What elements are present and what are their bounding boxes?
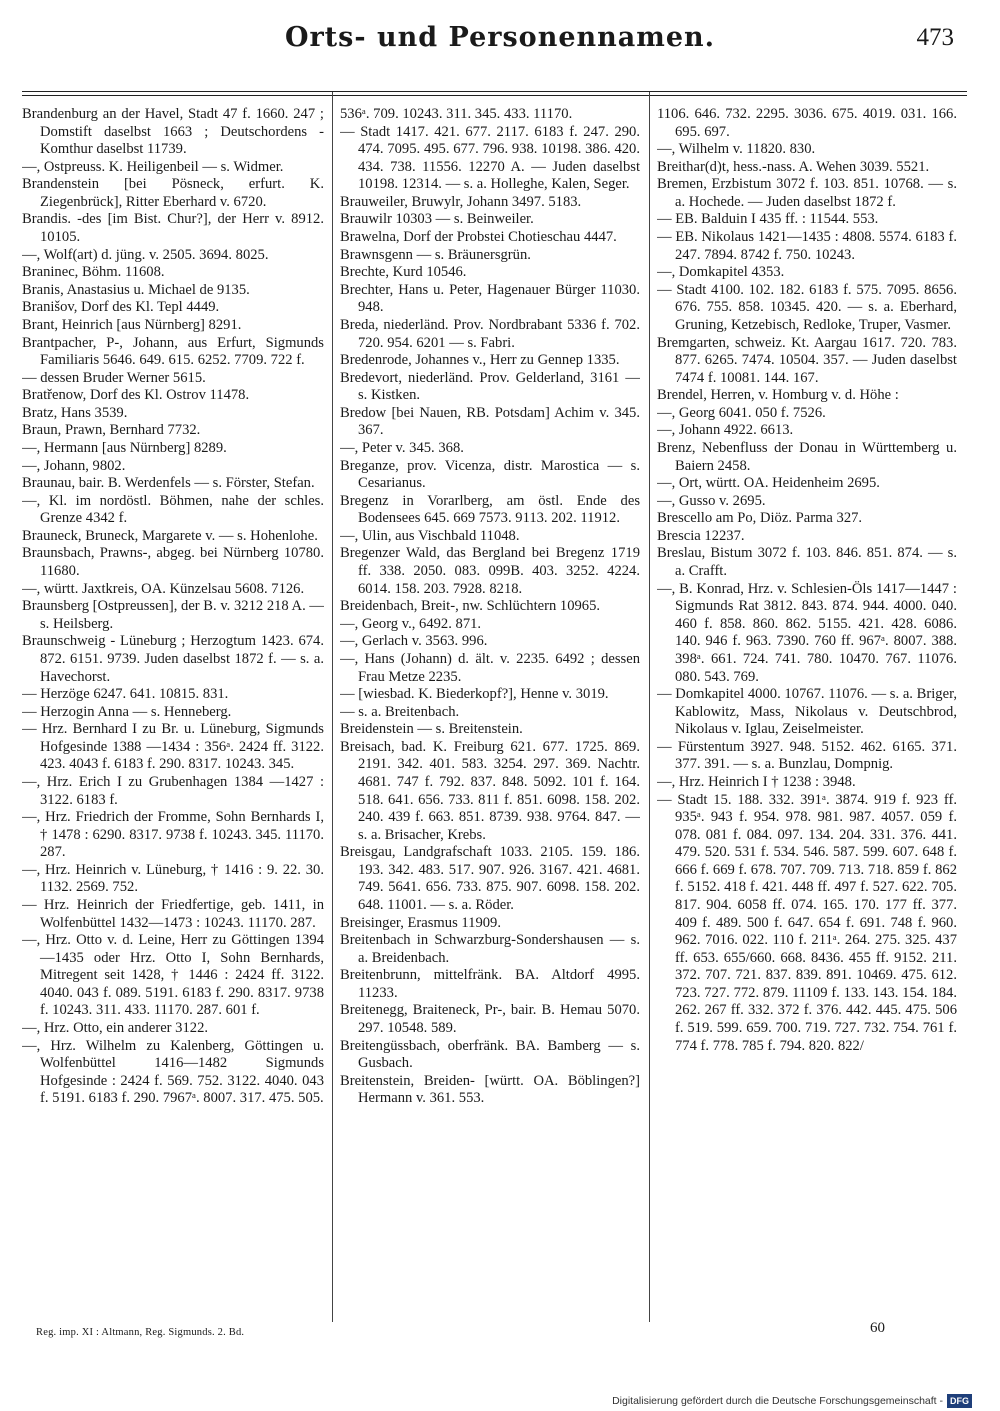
column-divider	[332, 92, 333, 1322]
index-entry: Brescia 12237.	[657, 527, 745, 544]
index-entry: 1106. 646. 732. 2295. 3036. 675. 4019. 031. 166. 695. 697.	[657, 106, 957, 140]
index-entry: Bratz, Hans 3539.	[22, 404, 128, 421]
index-entry: —, Hrz. Erich I zu Grubenhagen 1384 —1427 : 3122. 6183 f.	[22, 773, 324, 808]
index-entry: Brescello am Po, Diöz. Parma 327.	[657, 510, 863, 527]
index-entry: — [wiesbad. K. Biederkopf?], Henne v. 3019.	[340, 686, 609, 703]
dfg-logo: DFG	[947, 1394, 972, 1408]
page-number: 473	[916, 24, 954, 51]
index-entry: — EB. Balduin I 435 ff. : 11544. 553.	[657, 211, 879, 228]
index-entry: Bredenrode, Johannes v., Herr zu Gennep 1335.	[340, 352, 620, 369]
index-entry: —, Hrz. Wilhelm zu Kalenberg, Göttingen u. Wolfenbüttel 1416—1482 Sigmunds Hofgesinde : 2424 f. 569. 752. 3122. 4040. 043 f. 5191. 6183 f. 290. 7967ᵃ. 8007. 317. 475. 505.	[22, 1037, 324, 1107]
index-entry: —, Wolf(art) d. jüng. v. 2505. 3694. 8025.	[22, 246, 269, 263]
index-entry: —, Peter v. 345. 368.	[340, 439, 464, 456]
index-entry: —, Hrz. Otto v. d. Leine, Herr zu Göttingen 1394—1435 oder Hrz. Otto I, Sohn Bernhards, Mitregent seit 1428, † 1446 : 2424 ff. 3122. 4040. 043 f. 089. 5191. 6183 f. 290. 8317. 9738 f. 10243. 311. 433. 11170. 287. 601 f.	[22, 932, 324, 1019]
index-entry: Braun, Prawn, Bernhard 7732.	[22, 422, 201, 439]
index-entry: —, Ulin, aus Vischbald 11048.	[340, 527, 520, 544]
sheet-signature: 60	[870, 1320, 885, 1336]
index-entry: —, Georg v., 6492. 871.	[340, 615, 482, 632]
index-entry: — Hrz. Heinrich der Friedfertige, geb. 1411, in Wolfenbüttel 1432—1473 : 10243. 11170. 287.	[22, 897, 324, 931]
index-entry: Breithar(d)t, hess.-nass. A. Wehen 3039. 5521.	[657, 158, 930, 175]
index-entry: — Stadt 1417. 421. 677. 2117. 6183 f. 247. 290. 474. 7095. 495. 677. 796. 938. 10198. 386. 420. 434. 738. 11556. 12270 A. — Juden daselbst 10198. 12314. — s. a. Holleghe, Kalen, Seger.	[340, 123, 640, 193]
index-entry: Bredevort, niederländ. Prov. Gelderland, 3161 — s. Kistken.	[340, 369, 640, 404]
index-entry: Brant, Heinrich [aus Nürnberg] 8291.	[22, 316, 242, 333]
index-entry: Breganze, prov. Vicenza, distr. Marostica — s. Cesarianus.	[340, 457, 640, 492]
page-title: Orts- und Personennamen.	[284, 22, 716, 53]
index-entry: Breda, niederländ. Prov. Nordbrabant 5336 f. 702. 720. 954. 6201 — s. Fabri.	[340, 316, 640, 351]
index-entry: —, Johann 4922. 6613.	[657, 422, 794, 439]
index-entry: Brechte, Kurd 10546.	[340, 264, 467, 281]
index-entry: —, Hrz. Heinrich I † 1238 : 3948.	[657, 773, 856, 790]
index-entry: 536ᵃ. 709. 10243. 311. 345. 433. 11170.	[340, 106, 573, 122]
index-entry: Bregenzer Wald, das Bergland bei Bregenz 1719 ff. 338. 2050. 083. 099B. 403. 3252. 4224. 6014. 158. 203. 7928. 8218.	[340, 545, 640, 597]
header-rule	[22, 91, 967, 92]
index-entry: Braninec, Böhm. 11608.	[22, 264, 165, 281]
index-entry: — Fürstentum 3927. 948. 5152. 462. 6165. 371. 377. 391. — s. a. Bunzlau, Dompnig.	[657, 738, 957, 773]
index-entry: —, Johann, 9802.	[22, 457, 126, 474]
index-entry: —, Hans (Johann) d. ält. v. 2235. 6492 ; dessen Frau Metze 2235.	[340, 650, 640, 685]
index-entry: Breslau, Bistum 3072 f. 103. 846. 851. 874. — s. a. Crafft.	[657, 545, 957, 580]
index-entry: — Domkapitel 4000. 10767. 11076. — s. a. Briger, Kablowitz, Mass, Nikolaus v. Deutschbrod, Nikolaus v. Iglau, Zeiselmeister.	[657, 686, 957, 738]
index-entry: Bremen, Erzbistum 3072 f. 103. 851. 10768. — s. a. Hochede. — Juden daselbst 1872 f.	[657, 176, 957, 210]
index-entry: — Herzogin Anna — s. Henneberg.	[22, 703, 232, 720]
index-entry: — Herzöge 6247. 641. 10815. 831.	[22, 686, 229, 703]
footnote-source: Reg. imp. XI : Altmann, Reg. Sigmunds. 2. Bd.	[36, 1327, 245, 1338]
index-entry: —, Domkapitel 4353.	[657, 264, 785, 281]
index-entry: — dessen Bruder Werner 5615.	[22, 369, 206, 386]
index-entry: Breitenstein, Breiden- [württ. OA. Böblingen?] Hermann v. 361. 553.	[340, 1072, 640, 1107]
index-column-1	[22, 106, 324, 1316]
index-entry: —, Georg 6041. 050 f. 7526.	[657, 404, 826, 421]
index-entry: Braunau, bair. B. Werdenfels — s. Förster, Stefan.	[22, 475, 315, 492]
index-entry: Breisgau, Landgrafschaft 1033. 2105. 159. 186. 193. 342. 483. 517. 907. 926. 3167. 421. 4681. 749. 5641. 656. 733. 875. 907. 6098. 158. 202. 648. 11001. — s. a. Röder.	[340, 844, 640, 914]
index-entry: Brauneck, Bruneck, Margarete v. — s. Hohenlohe.	[22, 527, 318, 544]
index-entry: Brandenstein [bei Pösneck, erfurt. K. Ziegenbrück], Ritter Eberhard v. 6720.	[22, 176, 324, 210]
index-entry: Breitenbrunn, mittelfränk. BA. Altdorf 4995. 11233.	[340, 967, 640, 1001]
index-entry: —, Hermann [aus Nürnberg] 8289.	[22, 439, 227, 456]
index-entry: —, Hrz. Otto, ein anderer 3122.	[22, 1020, 209, 1037]
index-entry: Brendel, Herren, v. Homburg v. d. Höhe :	[657, 387, 899, 404]
index-entry: — Hrz. Bernhard I zu Br. u. Lüneburg, Sigmunds Hofgesinde 1388 —1434 : 356ᵃ. 2424 ff. 3122. 423. 4043 f. 6183 f. 290. 8317. 10243. 345.	[22, 721, 324, 773]
index-entry: —, Hrz. Friedrich der Fromme, Sohn Bernhards I, † 1478 : 6290. 8317. 9738 f. 10243. 345. 11170. 287.	[22, 809, 324, 861]
index-entry: Bratřenow, Dorf des Kl. Ostrov 11478.	[22, 387, 250, 404]
index-entry: Brechter, Hans u. Peter, Hagenauer Bürger 11030. 948.	[340, 281, 640, 316]
index-entry: — s. a. Breitenbach.	[340, 703, 460, 720]
index-entry: —, Ort, württ. OA. Heidenheim 2695.	[657, 475, 880, 492]
index-entry: Brantpacher, P-, Johann, aus Erfurt, Sigmunds Familiaris 5646. 649. 615. 6252. 7709. 722 f.	[22, 334, 324, 369]
index-entry: Breidenstein — s. Breitenstein.	[340, 721, 523, 738]
index-entry: — EB. Nikolaus 1421—1435 : 4808. 5574. 6183 f. 247. 7894. 8742 f. 750. 10243.	[657, 229, 957, 263]
index-entry: —, Gusso v. 2695.	[657, 492, 766, 509]
index-entry: Braunsbach, Prawns-, abgeg. bei Nürnberg 10780. 11680.	[22, 545, 324, 580]
index-column-2	[340, 106, 640, 1316]
index-entry: Breisach, bad. K. Freiburg 621. 677. 1725. 869. 2191. 342. 401. 583. 3254. 297. 369. Nachtr. 4681. 747 f. 792. 837. 848. 5092. 101 f. 164. 518. 641. 656. 733. 811 f. 851. 6098. 158. 202. 240. 439 f. 663. 851. 8739. 938. 9764. 847. — s. a. Brisacher, Krebs.	[340, 738, 640, 843]
index-entry: Braunsberg [Ostpreussen], der B. v. 3212 218 A. — s. Heilsberg.	[22, 598, 324, 632]
index-entry: —, Gerlach v. 3563. 996.	[340, 633, 488, 650]
index-entry: Bregenz in Vorarlberg, am östl. Ende des Bodensees 645. 669 7573. 9113. 202. 11912.	[340, 492, 640, 527]
index-entry: Breisinger, Erasmus 11909.	[340, 914, 502, 931]
index-column-3	[657, 106, 957, 1316]
index-entry: Brenz, Nebenfluss der Donau in Württemberg u. Baiern 2458.	[657, 439, 957, 474]
index-entry: Braunschweig - Lüneburg ; Herzogtum 1423. 674. 872. 6151. 9739. Juden daselbst 1872 f. — s. a. Havechorst.	[22, 633, 324, 685]
index-entry: Branis, Anastasius u. Michael de 9135.	[22, 281, 250, 298]
index-entry: —, Kl. im nordöstl. Böhmen, nahe der schles. Grenze 4342 f.	[22, 492, 324, 527]
index-entry: —, Ostpreuss. K. Heiligenbeil — s. Widmer.	[22, 158, 284, 175]
index-entry: —, württ. Jaxtkreis, OA. Künzelsau 5608. 7126.	[22, 580, 305, 597]
index-entry: Bremgarten, schweiz. Kt. Aargau 1617. 720. 783. 877. 6265. 7474. 10504. 357. — Juden daselbst 7474 f. 10081. 144. 167.	[657, 334, 957, 386]
index-entry: Bredow [bei Nauen, RB. Potsdam] Achim v. 345. 367.	[340, 404, 640, 439]
column-divider	[649, 92, 650, 1322]
index-entry: —, Hrz. Heinrich v. Lüneburg, † 1416 : 9. 22. 30. 1132. 2569. 752.	[22, 861, 324, 896]
index-entry: Brauwilr 10303 — s. Beinweiler.	[340, 211, 534, 228]
index-entry: Brandis. -des [im Bist. Chur?], der Herr v. 8912. 10105.	[22, 211, 324, 246]
credit-text: Digitalisierung gefördert durch die Deutsche Forschungsgemeinschaft -	[612, 1395, 943, 1407]
index-entry: Brawelna, Dorf der Probstei Chotieschau 4447.	[340, 229, 617, 246]
index-entry: Breitenbach in Schwarzburg-Sondershausen — s. a. Breidenbach.	[340, 932, 640, 966]
index-entry: Brawnsgenn — s. Bräunersgrün.	[340, 246, 531, 263]
index-entry: Breitenegg, Braiteneck, Pr-, bair. B. Hemau 5070. 297. 10548. 589.	[340, 1002, 640, 1037]
index-entry: Brauweiler, Bruwylr, Johann 3497. 5183.	[340, 193, 582, 210]
index-entry: Branišov, Dorf des Kl. Tepl 4449.	[22, 299, 220, 316]
index-entry: — Stadt 4100. 102. 182. 6183 f. 575. 7095. 8656. 676. 755. 858. 10345. 420. — s. a. Eberhard, Gruning, Ketzebisch, Redloke, Truper, Vasmer.	[657, 281, 957, 333]
index-entry: Breidenbach, Breit-, nw. Schlüchtern 10965.	[340, 598, 601, 615]
index-entry: Brandenburg an der Havel, Stadt 47 f. 1660. 247 ; Domstift daselbst 1663 ; Deutschordens - Komthur daselbst 11739.	[22, 106, 324, 158]
digitization-credit	[612, 1394, 972, 1408]
index-entry: — Stadt 15. 188. 332. 391ᵃ. 3874. 919 f. 923 ff. 935ᵃ. 943 f. 954. 978. 981. 987. 4057. 059 f. 078. 081 f. 084. 097. 134. 204. 331. 376. 441. 479. 520. 531 f. 534. 546. 587. 599. 607. 648 f. 666 f. 669 f. 678. 707. 709. 713. 718. 859 f. 862 f. 5152. 418 f. 421. 448 ff. 497 f. 527. 622. 705. 817. 904. 6058 ff. 074. 165. 170. 177 ff. 377. 409 f. 489. 500 f. 647. 654 f. 691. 748 f. 960. 962. 7016. 022. 110 f. 211ᵃ. 264. 275. 325. 437 ff. 653. 655/660. 668. 8436. 455 ff. 9152. 211. 372. 707. 721. 837. 839. 891. 10469. 475. 612. 723. 727. 772. 879. 11109 f. 133. 143. 154. 184. 262. 267 ff. 332. 372 f. 376. 442. 445. 475. 506 f. 519. 599. 659. 700. 719. 727. 732. 754. 761 f. 774 f. 778. 785 f. 794. 820. 822/	[657, 791, 957, 1054]
header-rule-thin	[22, 95, 967, 96]
index-entry: —, B. Konrad, Hrz. v. Schlesien-Öls 1417—1447 : Sigmunds Rat 3812. 843. 874. 944. 4000. 040. 460 f. 858. 860. 862. 5155. 421. 428. 6086. 140. 946 f. 963. 7390. 760 ff. 967ᵃ. 8007. 388. 398ᵃ. 661. 724. 741. 780. 10470. 767. 11076. 080. 543. 769.	[657, 580, 957, 685]
index-entry: —, Wilhelm v. 11820. 830.	[657, 141, 816, 158]
index-entry: Breitengüssbach, oberfränk. BA. Bamberg — s. Gusbach.	[340, 1037, 640, 1072]
